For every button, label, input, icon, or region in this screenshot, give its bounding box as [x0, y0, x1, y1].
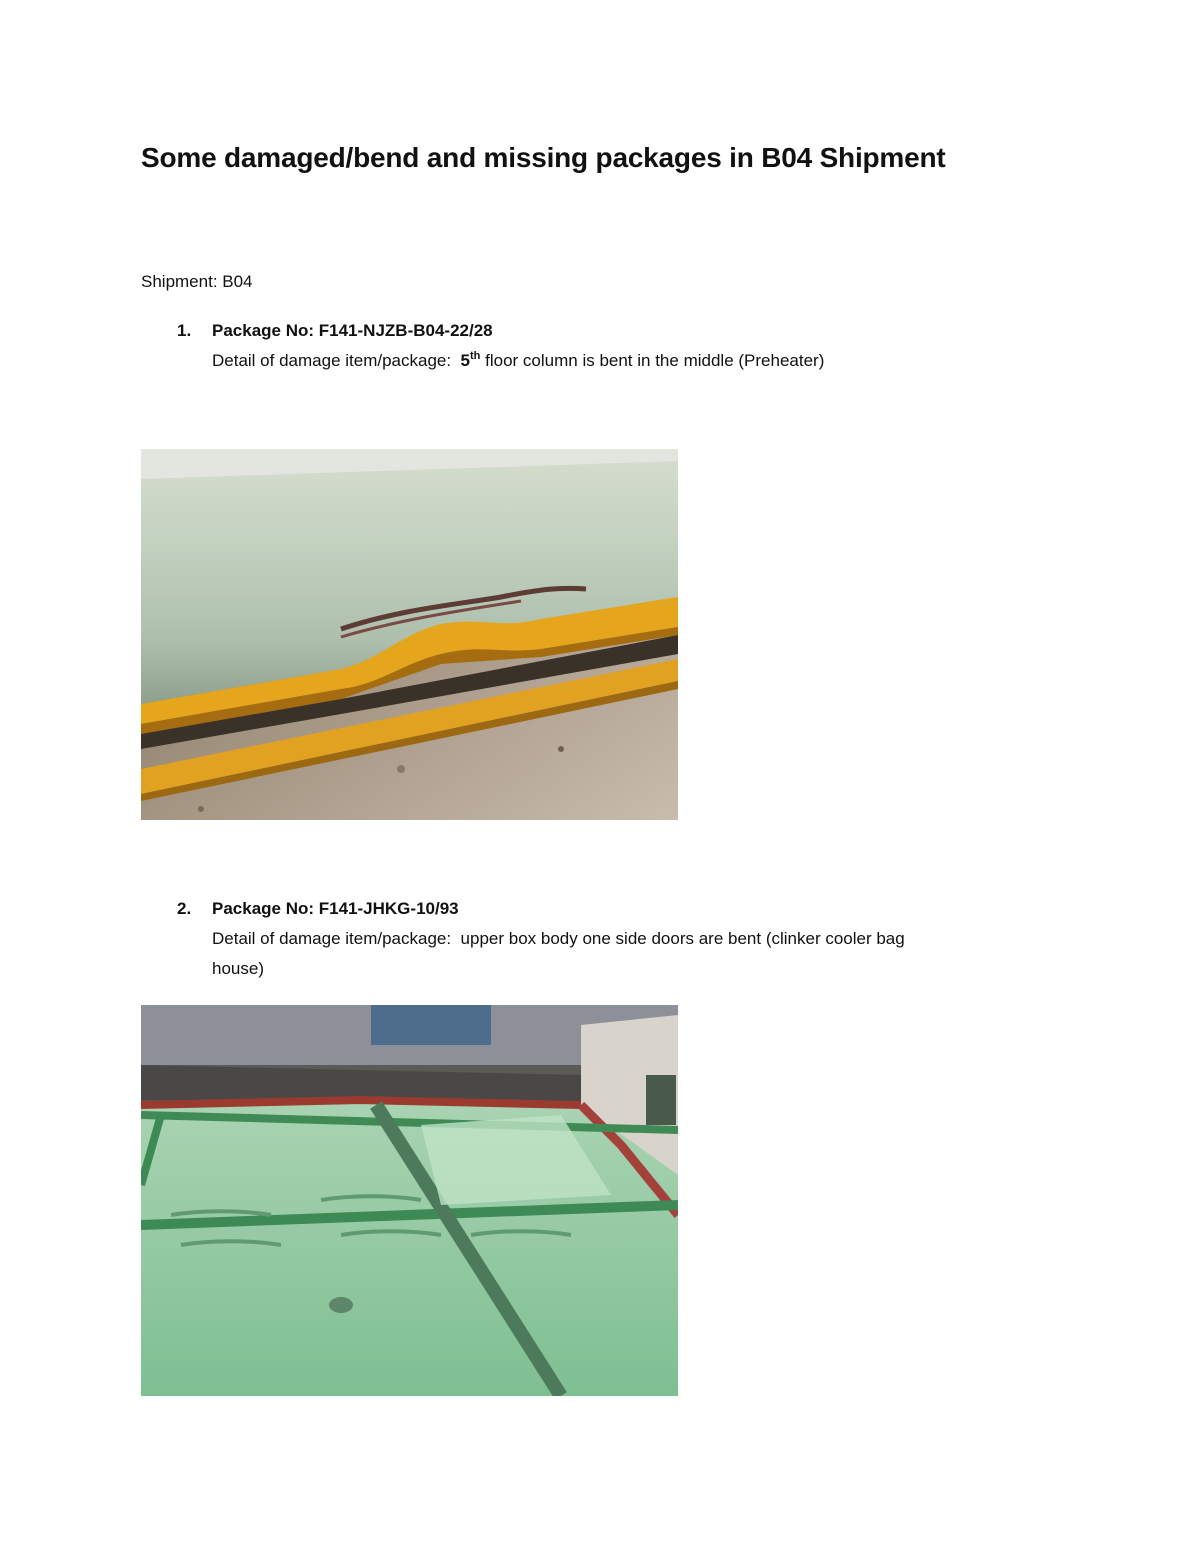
detail-ordinal-suffix: th — [470, 350, 481, 362]
detail-text-continued: house) — [212, 959, 264, 978]
detail-floor-number: 5 — [460, 351, 471, 370]
detail-text: upper box body one side doors are bent (clinker cooler bag — [460, 929, 905, 948]
damage-item-2 — [141, 894, 1041, 984]
damage-item-1 — [141, 316, 1041, 376]
damage-photo-bent-column — [141, 449, 678, 820]
detail-label: Detail of damage item/package: — [212, 351, 452, 370]
item-number: 2. — [177, 899, 192, 918]
package-number: Package No: F141-NJZB-B04-22/28 — [212, 321, 493, 340]
page-title: Some damaged/bend and missing packages in B04 Shipment — [141, 142, 946, 173]
damage-photo-bent-doors — [141, 1005, 678, 1396]
damage-detail — [141, 346, 1041, 376]
item-number: 1. — [177, 321, 192, 340]
detail-label: Detail of damage item/package: — [212, 929, 452, 948]
detail-text: floor column is bent in the middle (Preheater) — [480, 351, 825, 370]
package-number: Package No: F141-JHKG-10/93 — [212, 899, 459, 918]
shipment-line: Shipment: B04 — [141, 272, 253, 291]
damage-detail — [141, 924, 1041, 954]
